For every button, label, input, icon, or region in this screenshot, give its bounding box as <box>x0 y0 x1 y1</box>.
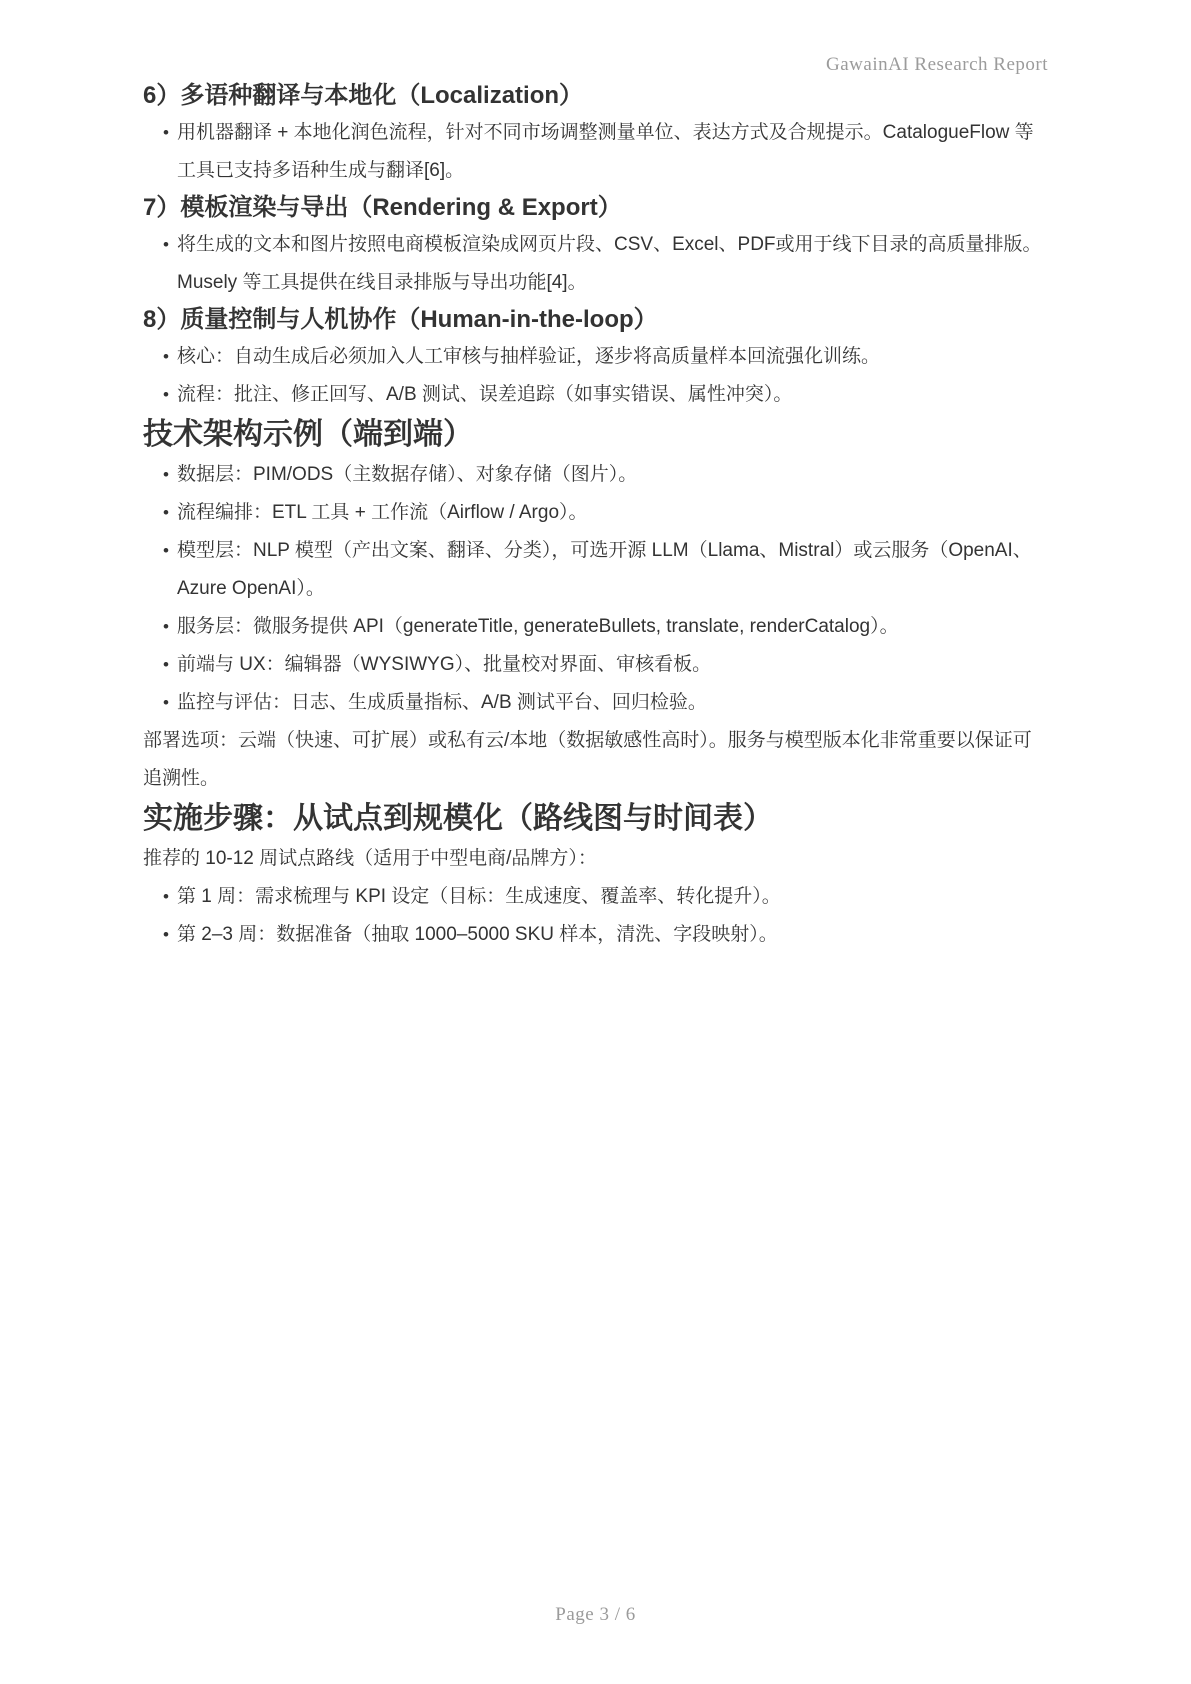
implementation-list <box>143 878 1048 954</box>
architecture-heading: 技术架构示例（端到端） <box>143 418 473 451</box>
list-item: • 第 2–3 周：数据准备（抽取 1000–5000 SKU 样本，清洗、字段映射）。 <box>163 916 1048 954</box>
section-6-list <box>143 114 1048 190</box>
deployment-note: 部署选项：云端（快速、可扩展）或私有云/本地（数据敏感性高时）。服务与模型版本化非常重要以保证可追溯性。 <box>143 730 1032 789</box>
list-item: • 流程编排：ETL 工具 + 工作流（Airflow / Argo）。 <box>163 494 1048 532</box>
list-item: • 将生成的文本和图片按照电商模板渲染成网页片段、CSV、Excel、PDF或用于线下目录的高质量排版。Musely 等工具提供在线目录排版与导出功能[4]。 <box>163 226 1048 302</box>
list-item: • 核心：自动生成后必须加入人工审核与抽样验证，逐步将高质量样本回流强化训练。 <box>163 338 1048 376</box>
report-header: GawainAI Research Report <box>826 54 1048 75</box>
section-8-heading: 8）质量控制与人机协作（Human-in-the-loop） <box>143 306 658 333</box>
list-item: • 第 1 周：需求梳理与 KPI 设定（目标：生成速度、覆盖率、转化提升）。 <box>163 878 1048 916</box>
implementation-heading: 实施步骤：从试点到规模化（路线图与时间表） <box>143 802 773 835</box>
list-item: • 流程：批注、修正回写、A/B 测试、误差追踪（如事实错误、属性冲突）。 <box>163 376 1048 414</box>
list-item: • 用机器翻译 + 本地化润色流程，针对不同市场调整测量单位、表达方式及合规提示。CatalogueFlow 等工具已支持多语种生成与翻译[6]。 <box>163 114 1048 190</box>
page-number: Page 3 / 6 <box>555 1604 636 1625</box>
list-item: • 服务层：微服务提供 API（generateTitle, generateBullets, translate, renderCatalog）。 <box>163 608 1048 646</box>
section-8-list <box>143 338 1048 414</box>
list-item: • 数据层：PIM/ODS（主数据存储）、对象存储（图片）。 <box>163 456 1048 494</box>
architecture-list <box>143 456 1048 722</box>
list-item: • 模型层：NLP 模型（产出文案、翻译、分类），可选开源 LLM（Llama、Mistral）或云服务（OpenAI、Azure OpenAI）。 <box>163 532 1048 608</box>
section-7-heading: 7）模板渲染与导出（Rendering & Export） <box>143 194 622 221</box>
list-item: • 监控与评估：日志、生成质量指标、A/B 测试平台、回归检验。 <box>163 684 1048 722</box>
section-7-list <box>143 226 1048 302</box>
section-6-heading: 6）多语种翻译与本地化（Localization） <box>143 82 584 109</box>
list-item: • 前端与 UX：编辑器（WYSIWYG）、批量校对界面、审核看板。 <box>163 646 1048 684</box>
pilot-intro: 推荐的 10-12 周试点路线（适用于中型电商/品牌方）： <box>143 848 597 869</box>
